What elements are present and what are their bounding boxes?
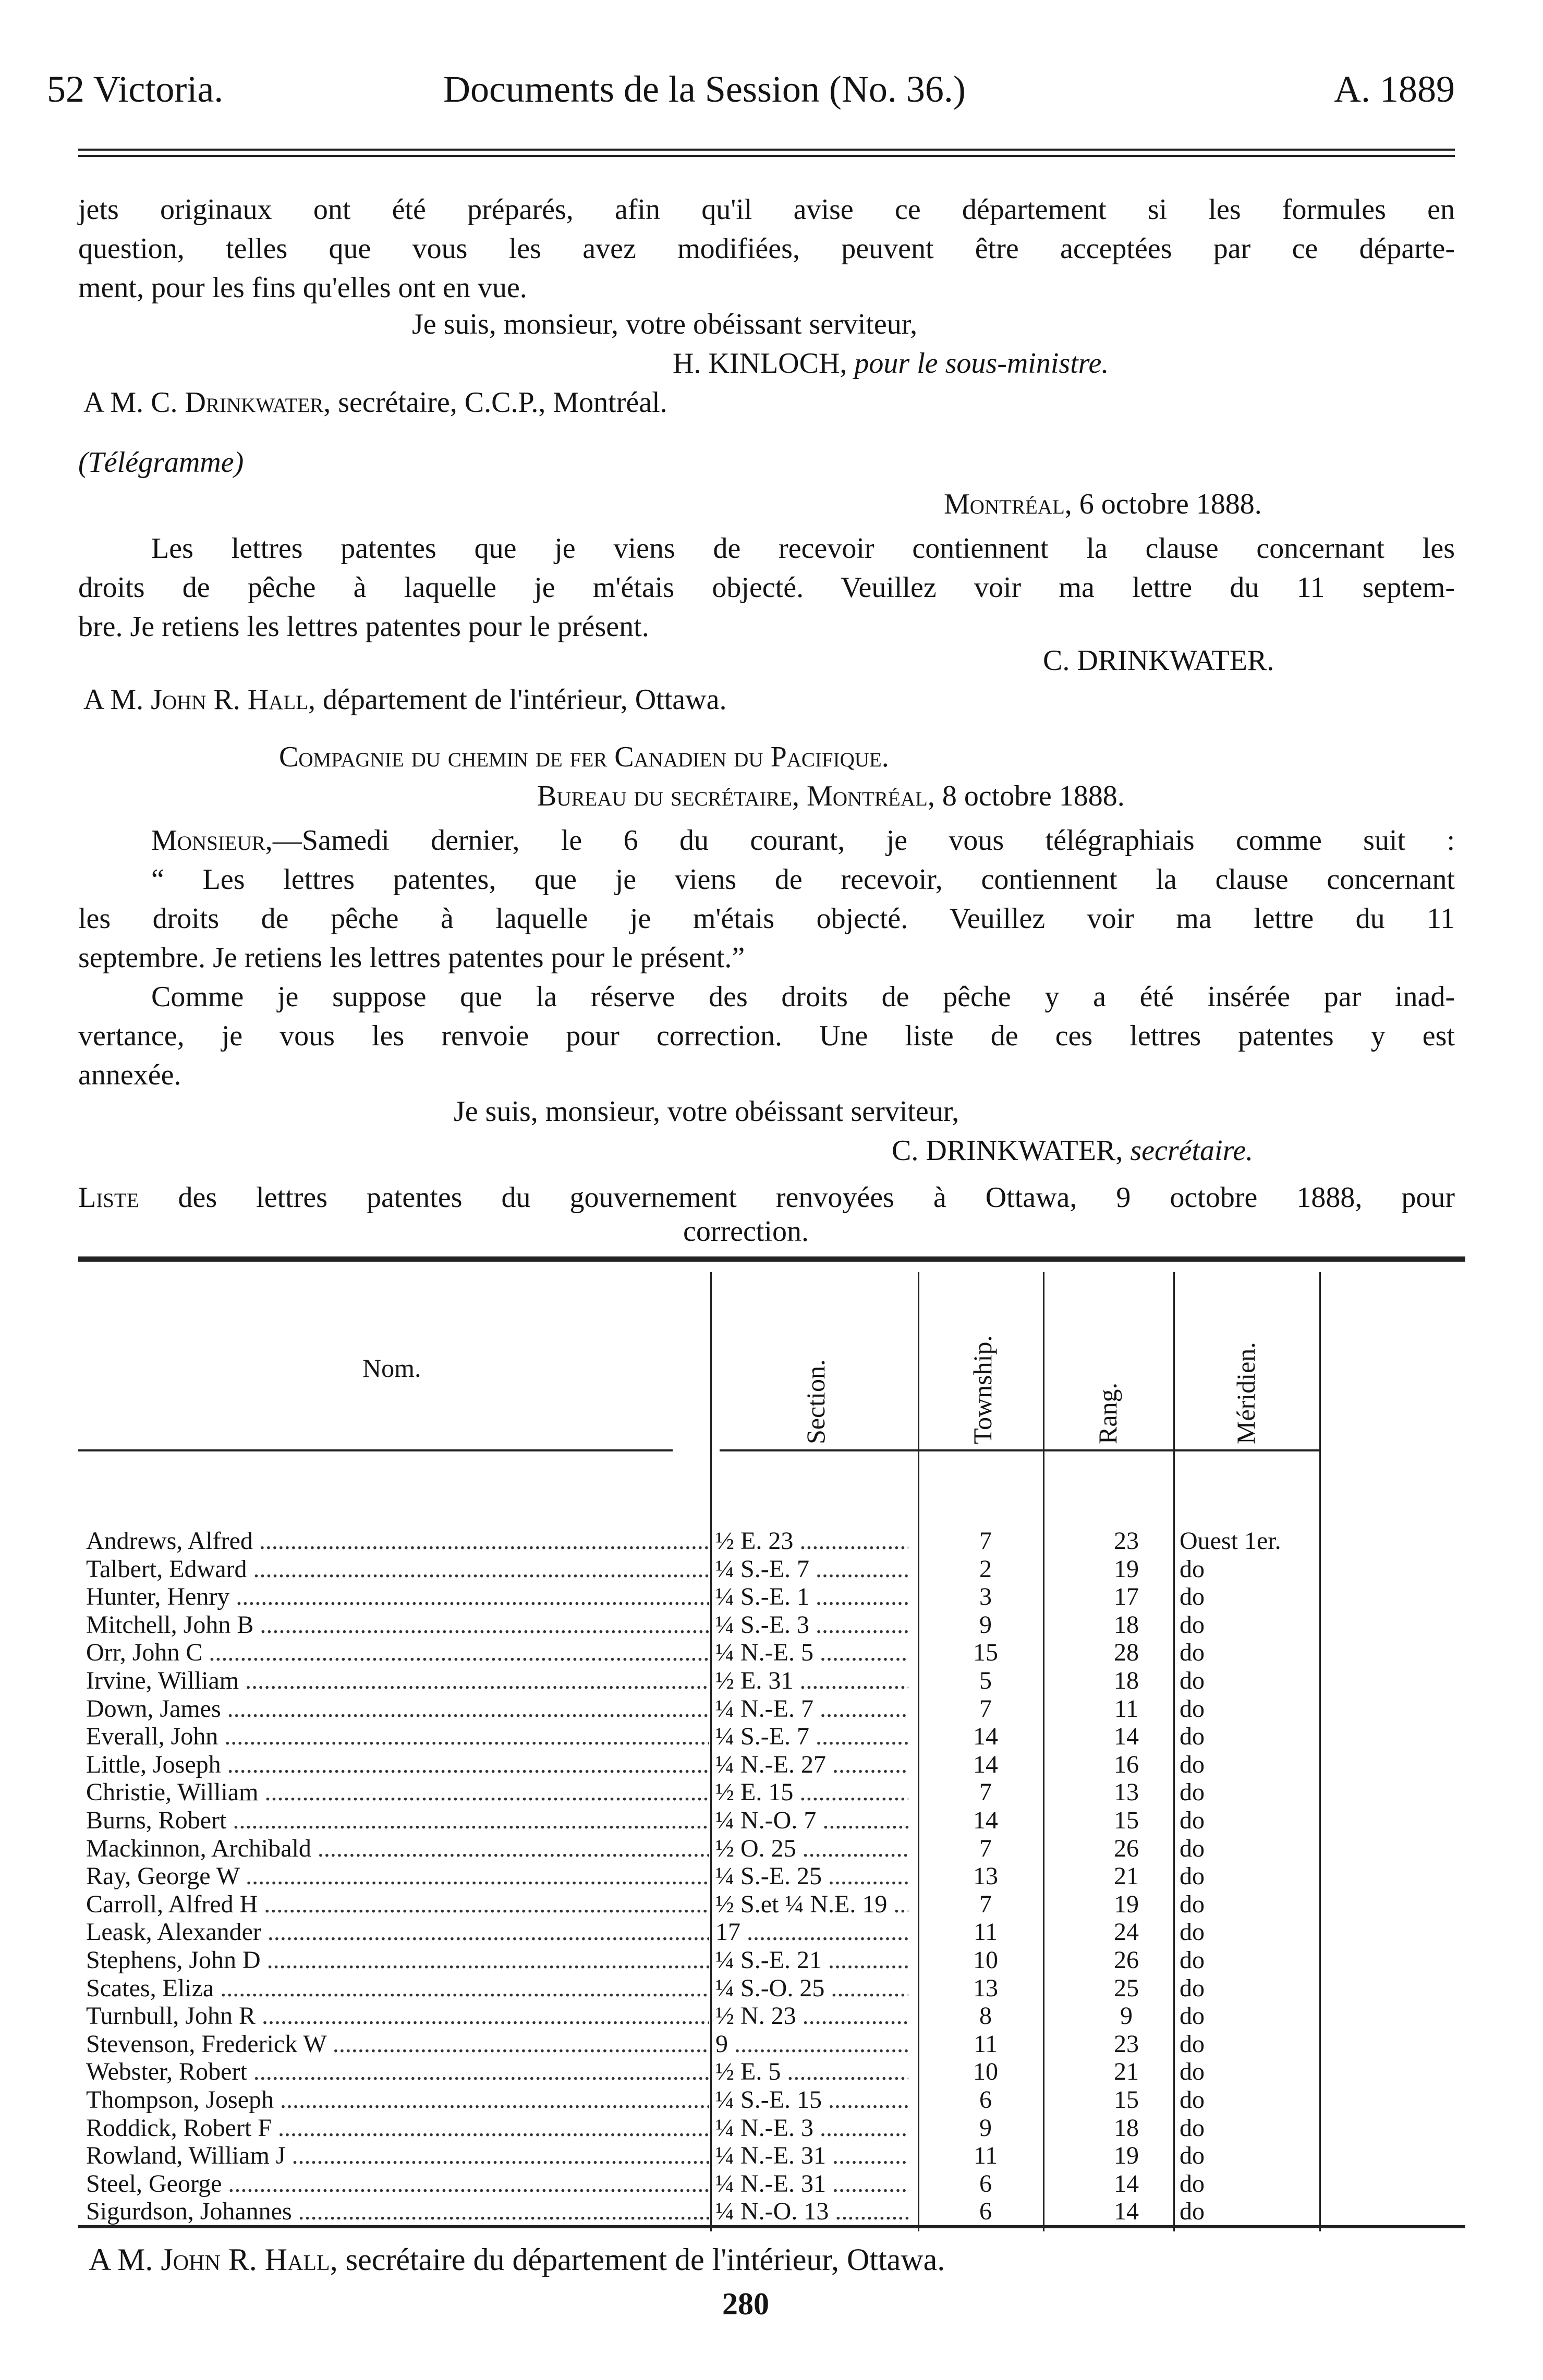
cell-name: Sigurdson, Johannes ..... xyxy=(86,2198,709,2225)
cell-township: 13 xyxy=(973,1862,998,1890)
cell-name: Scates, Eliza ..... xyxy=(86,1975,709,2002)
letter2-line: les droits de pêche à laquelle je m'étais objecté. Veuillez voir ma lettre du 11 xyxy=(78,902,1455,935)
header-title: Documents de la Session (No. 36.) xyxy=(443,68,966,110)
cell-section: 9 ..... xyxy=(715,2031,908,2058)
cell-name: Christie, William ..... xyxy=(86,1779,709,1806)
cell-section: ¼ N.-E. 3 ..... xyxy=(715,2115,908,2142)
cell-meridien: do xyxy=(1180,2198,1205,2225)
cell-meridien: do xyxy=(1180,1974,1205,2002)
cell-township: 9 xyxy=(979,1611,992,1639)
cell-township: 14 xyxy=(973,1807,998,1834)
header-year: A. 1889 xyxy=(1334,68,1455,110)
letter2-closing: Je suis, monsieur, votre obéissant serviteur, xyxy=(454,1095,959,1128)
signature-role: secrétaire. xyxy=(1130,1134,1254,1167)
table-row xyxy=(0,2142,1543,2169)
cell-name: Rowland, William J ..... xyxy=(86,2142,709,2169)
cell-rang: 17 xyxy=(1114,1583,1139,1610)
cell-name: Down, James ..... xyxy=(86,1695,709,1723)
signature-name: C. DRINKWATER, xyxy=(892,1134,1123,1167)
cell-section: ¼ N.-E. 27 ..... xyxy=(715,1751,908,1778)
telegram-place: Montréal xyxy=(944,488,1065,520)
header-volume: 52 Victoria. xyxy=(47,68,224,110)
cell-township: 5 xyxy=(979,1667,992,1694)
cell-meridien: do xyxy=(1180,1778,1205,1806)
cell-meridien: do xyxy=(1180,1611,1205,1639)
letter1-line: jets originaux ont été préparés, afin qu'il avise ce département si les formules en xyxy=(78,193,1455,226)
cell-section: ¼ S.-O. 25 ..... xyxy=(715,1975,908,2002)
cell-rang: 28 xyxy=(1114,1639,1139,1666)
cell-meridien: do xyxy=(1180,2030,1205,2058)
table-row xyxy=(0,1947,1543,1974)
letter2-date: , 8 octobre 1888. xyxy=(927,780,1125,812)
letter1-line: ment, pour les fins qu'elles ont en vue. xyxy=(78,272,527,304)
cell-township: 7 xyxy=(979,1835,992,1862)
cell-rang: 15 xyxy=(1114,2086,1139,2114)
cell-rang: 15 xyxy=(1114,1807,1139,1834)
cell-township: 10 xyxy=(973,1946,998,1974)
letter2-salutation: Monsieur, xyxy=(151,824,273,857)
cell-township: 6 xyxy=(979,2170,992,2198)
cell-township: 11 xyxy=(973,1918,998,1946)
cell-township: 15 xyxy=(973,1639,998,1666)
cell-section: ¼ N.-E. 31 ..... xyxy=(715,2142,908,2169)
cell-township: 8 xyxy=(979,2002,992,2030)
footer-address xyxy=(89,2242,945,2278)
table-row xyxy=(0,2058,1543,2085)
cell-name: Andrews, Alfred ..... xyxy=(86,1528,709,1555)
cell-name: Hunter, Henry ..... xyxy=(86,1583,709,1610)
cell-meridien: do xyxy=(1180,2170,1205,2198)
list-title-lead: Liste xyxy=(78,1181,139,1214)
cell-rang: 18 xyxy=(1114,2114,1139,2142)
cell-township: 10 xyxy=(973,2058,998,2085)
cell-section: ½ O. 25 ..... xyxy=(715,1835,908,1862)
cell-name: Stevenson, Frederick W ..... xyxy=(86,2031,709,2058)
cell-meridien: do xyxy=(1180,1583,1205,1610)
telegram-line: Les lettres patentes que je viens de recevoir contiennent la clause concernant les xyxy=(151,532,1455,565)
table-header-rule xyxy=(78,1449,673,1451)
cell-township: 14 xyxy=(973,1723,998,1750)
header-double-rule xyxy=(78,149,1455,157)
address-name: John R. Hall xyxy=(161,2242,330,2277)
telegram-dateline xyxy=(944,487,1262,521)
cell-name: Orr, John C ..... xyxy=(86,1639,709,1666)
cell-meridien: do xyxy=(1180,1918,1205,1946)
cell-rang: 19 xyxy=(1114,1555,1139,1583)
telegram-signature: C. DRINKWATER. xyxy=(1043,644,1274,677)
table-row xyxy=(0,1919,1543,1946)
cell-rang: 26 xyxy=(1114,1835,1139,1862)
cell-meridien: do xyxy=(1180,2058,1205,2085)
table-row xyxy=(0,1751,1543,1778)
address-prefix: A M. xyxy=(89,2242,153,2277)
cell-township: 3 xyxy=(979,1583,992,1610)
cell-meridien: do xyxy=(1180,2086,1205,2114)
table-row xyxy=(0,1667,1543,1694)
table-top-rule xyxy=(78,1256,1465,1262)
cell-meridien: do xyxy=(1180,2142,1205,2169)
telegram-label: (Télégramme) xyxy=(78,446,244,479)
table-row xyxy=(0,1723,1543,1750)
column-header-township: Township. xyxy=(968,1335,997,1444)
column-header-meridien: Méridien. xyxy=(1231,1342,1260,1444)
cell-rang: 19 xyxy=(1114,1890,1139,1918)
cell-section: ¼ S.-E. 7 ..... xyxy=(715,1556,908,1583)
list-title-line xyxy=(78,1178,1455,1217)
signature-role: pour le sous-ministre. xyxy=(854,347,1109,380)
cell-name: Leask, Alexander ..... xyxy=(86,1919,709,1946)
cell-township: 6 xyxy=(979,2086,992,2114)
cell-name: Talbert, Edward ..... xyxy=(86,1556,709,1583)
cell-name: Roddick, Robert F ..... xyxy=(86,2115,709,2142)
address-prefix: A M. C. xyxy=(83,386,178,419)
signature-name: H. KINLOCH, xyxy=(673,347,847,380)
address-rest: , département de l'intérieur, Ottawa. xyxy=(308,684,727,716)
cell-section: ¼ S.-E. 21 ..... xyxy=(715,1947,908,1974)
letter2-line: “ Les lettres patentes, que je viens de recevoir, contiennent la clause concernant xyxy=(151,863,1455,896)
cell-meridien: do xyxy=(1180,1639,1205,1666)
cell-rang: 23 xyxy=(1114,2030,1139,2058)
list-title-text: des lettres patentes du gouvernement renvoyées à Ottawa, 9 octobre 1888, pour xyxy=(139,1181,1455,1214)
cell-rang: 25 xyxy=(1114,1974,1139,2002)
cell-rang: 9 xyxy=(1120,2002,1133,2030)
cell-name: Everall, John ..... xyxy=(86,1723,709,1750)
cell-township: 2 xyxy=(979,1555,992,1583)
cell-section: ¼ N.-E. 5 ..... xyxy=(715,1639,908,1666)
cell-township: 9 xyxy=(979,2114,992,2142)
cell-section: ½ E. 5 ..... xyxy=(715,2058,908,2085)
letter1-line: question, telles que vous les avez modifiées, peuvent être acceptées par ce départe- xyxy=(78,233,1455,265)
cell-meridien: do xyxy=(1180,1555,1205,1583)
cell-section: ¼ N.-E. 31 ..... xyxy=(715,2170,908,2198)
cell-section: ½ E. 31 ..... xyxy=(715,1667,908,1694)
column-header-section: Section. xyxy=(801,1359,830,1444)
list-title-line2: correction. xyxy=(683,1215,809,1248)
table-row xyxy=(0,1639,1543,1666)
letter2-line: —Samedi dernier, le 6 du courant, je vous télégraphiais comme suit : xyxy=(272,824,1455,857)
cell-meridien: do xyxy=(1180,1723,1205,1750)
letter2-office: Bureau du secrétaire, Montréal xyxy=(537,780,928,812)
cell-section: ¼ S.-E. 15 ..... xyxy=(715,2086,908,2114)
letter2-first-line xyxy=(151,821,1455,860)
cell-meridien: do xyxy=(1180,1946,1205,1974)
cell-rang: 14 xyxy=(1114,2198,1139,2225)
cell-section: 17 ..... xyxy=(715,1919,908,1946)
letter1-address xyxy=(83,386,667,419)
letter1-signature xyxy=(673,347,1109,380)
cell-name: Mitchell, John B ..... xyxy=(86,1612,709,1639)
cell-township: 14 xyxy=(973,1751,998,1778)
letter2-line: Comme je suppose que la réserve des droits de pêche y a été insérée par inad- xyxy=(151,981,1455,1013)
table-row xyxy=(0,1835,1543,1862)
cell-rang: 16 xyxy=(1114,1751,1139,1778)
cell-section: ¼ N.-O. 13 ..... xyxy=(715,2198,908,2225)
cell-township: 11 xyxy=(973,2030,998,2058)
table-header-rule xyxy=(720,1449,1319,1451)
cell-section: ½ N. 23 ..... xyxy=(715,2003,908,2030)
cell-section: ¼ N.-O. 7 ..... xyxy=(715,1807,908,1834)
cell-rang: 21 xyxy=(1114,1862,1139,1890)
telegram-date: , 6 octobre 1888. xyxy=(1064,488,1262,520)
cell-meridien: Ouest 1er. xyxy=(1180,1527,1281,1555)
cell-meridien: do xyxy=(1180,1695,1205,1723)
table-row xyxy=(0,2115,1543,2142)
cell-name: Turnbull, John R ..... xyxy=(86,2003,709,2030)
cell-meridien: do xyxy=(1180,2002,1205,2030)
cell-name: Irvine, William ..... xyxy=(86,1667,709,1694)
cell-name: Steel, George ..... xyxy=(86,2170,709,2198)
table-row xyxy=(0,2198,1543,2225)
telegram-line: bre. Je retiens les lettres patentes pour le présent. xyxy=(78,611,649,643)
letter1-closing: Je suis, monsieur, votre obéissant serviteur, xyxy=(412,308,918,340)
cell-rang: 18 xyxy=(1114,1667,1139,1694)
cell-name: Little, Joseph ..... xyxy=(86,1751,709,1778)
cell-meridien: do xyxy=(1180,1835,1205,1862)
telegram-address xyxy=(83,683,726,716)
cell-meridien: do xyxy=(1180,1862,1205,1890)
cell-section: ½ E. 23 ..... xyxy=(715,1528,908,1555)
cell-township: 6 xyxy=(979,2198,992,2225)
cell-name: Carroll, Alfred H ..... xyxy=(86,1891,709,1918)
table-row xyxy=(0,2003,1543,2030)
cell-meridien: do xyxy=(1180,1890,1205,1918)
address-rest: , secrétaire du département de l'intérieur, Ottawa. xyxy=(330,2242,945,2277)
cell-township: 7 xyxy=(979,1695,992,1723)
address-rest: , secrétaire, C.C.P., Montréal. xyxy=(323,386,667,419)
cell-section: ¼ S.-E. 1 ..... xyxy=(715,1583,908,1610)
letter2-dateline xyxy=(537,779,1125,813)
cell-section: ¼ S.-E. 3 ..... xyxy=(715,1612,908,1639)
cell-township: 7 xyxy=(979,1527,992,1555)
table-row xyxy=(0,1612,1543,1639)
cell-rang: 11 xyxy=(1114,1695,1139,1723)
cell-name: Burns, Robert ..... xyxy=(86,1807,709,1834)
cell-meridien: do xyxy=(1180,1807,1205,1834)
cell-rang: 14 xyxy=(1114,1723,1139,1750)
cell-name: Ray, George W ..... xyxy=(86,1863,709,1890)
cell-meridien: do xyxy=(1180,1751,1205,1778)
table-row xyxy=(0,1583,1543,1610)
cell-meridien: do xyxy=(1180,2114,1205,2142)
cell-name: Mackinnon, Archibald ..... xyxy=(86,1835,709,1862)
cell-name: Webster, Robert ..... xyxy=(86,2058,709,2085)
cell-township: 13 xyxy=(973,1974,998,2002)
letter2-signature xyxy=(892,1134,1253,1167)
table-bottom-rule xyxy=(78,2225,1465,2228)
page-number: 280 xyxy=(722,2287,769,2321)
column-header-rang: Rang. xyxy=(1093,1382,1122,1444)
table-row xyxy=(0,1695,1543,1723)
address-name: John R. Hall xyxy=(151,684,309,716)
cell-rang: 24 xyxy=(1114,1918,1139,1946)
letter2-company: Compagnie du chemin de fer Canadien du Pacifique. xyxy=(279,741,889,773)
cell-township: 7 xyxy=(979,1778,992,1806)
cell-rang: 26 xyxy=(1114,1946,1139,1974)
cell-rang: 21 xyxy=(1114,2058,1139,2085)
cell-section: ½ S.et ¼ N.E. 19 ..... xyxy=(715,1891,908,1918)
letter2-line: annexée. xyxy=(78,1059,181,1091)
cell-rang: 14 xyxy=(1114,2170,1139,2198)
table-row xyxy=(0,1891,1543,1918)
table-row xyxy=(0,1975,1543,2002)
cell-name: Stephens, John D ..... xyxy=(86,1947,709,1974)
table-row xyxy=(0,1863,1543,1890)
table-row xyxy=(0,2170,1543,2198)
table-row xyxy=(0,1528,1543,1555)
table-row xyxy=(0,1556,1543,1583)
cell-township: 11 xyxy=(973,2142,998,2169)
table-row xyxy=(0,1807,1543,1834)
cell-section: ¼ S.-E. 7 ..... xyxy=(715,1723,908,1750)
cell-name: Thompson, Joseph ..... xyxy=(86,2086,709,2114)
cell-meridien: do xyxy=(1180,1667,1205,1694)
cell-section: ¼ N.-E. 7 ..... xyxy=(715,1695,908,1723)
cell-rang: 19 xyxy=(1114,2142,1139,2169)
telegram-line: droits de pêche à laquelle je m'étais objecté. Veuillez voir ma lettre du 11 septem- xyxy=(78,571,1455,604)
cell-rang: 23 xyxy=(1114,1527,1139,1555)
table-row xyxy=(0,2086,1543,2114)
column-header-name: Nom. xyxy=(362,1353,421,1383)
address-name: Drinkwater xyxy=(185,386,324,419)
running-header xyxy=(47,68,1455,120)
address-prefix: A M. xyxy=(83,684,144,716)
letter2-line: vertance, je vous les renvoie pour correction. Une liste de ces lettres patentes y est xyxy=(78,1020,1455,1052)
table-row xyxy=(0,1779,1543,1806)
cell-rang: 13 xyxy=(1114,1778,1139,1806)
cell-township: 7 xyxy=(979,1890,992,1918)
cell-rang: 18 xyxy=(1114,1611,1139,1639)
cell-section: ½ E. 15 ..... xyxy=(715,1779,908,1806)
letter2-line: septembre. Je retiens les lettres patentes pour le présent.” xyxy=(78,942,745,974)
cell-section: ¼ S.-E. 25 ..... xyxy=(715,1863,908,1890)
table-row xyxy=(0,2031,1543,2058)
